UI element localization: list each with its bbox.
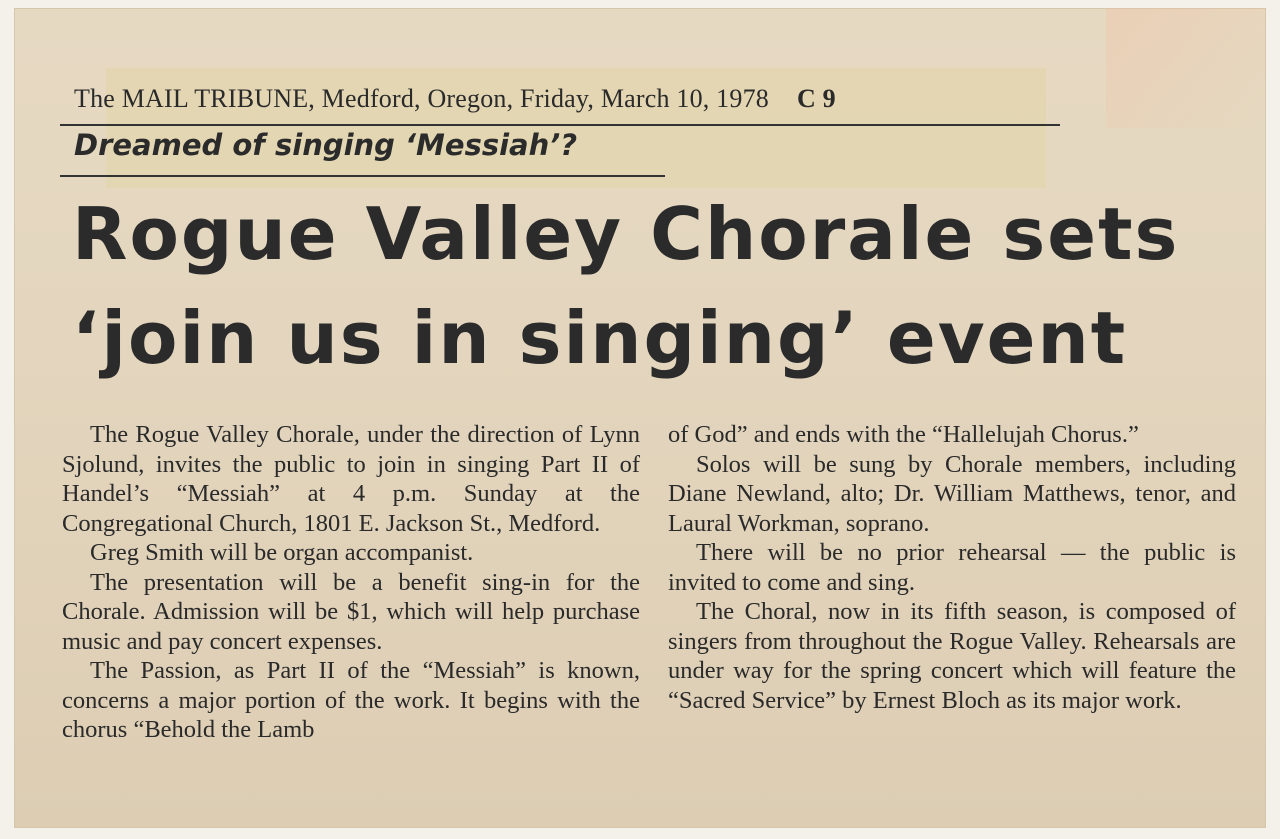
paragraph: Greg Smith will be organ accompanist.: [90, 539, 474, 566]
paragraph: The Choral, now in its fifth season, is composed of singers from throughout the Rogue Valley. Rehearsals are under way for the spring concert which will feature the “Sacred Service” by Ernest Bloch as its major work.: [668, 598, 1236, 714]
masthead-rule: [60, 124, 1060, 126]
paragraph: of God” and ends with the “Hallelujah Chorus.”: [668, 421, 1139, 448]
paragraph: The Rogue Valley Chorale, under the direction of Lynn Sjolund, invites the public to join in singing Part II of Handel’s “Messiah” at 4 p.m. Sunday at the Congregational Church, 1801 E. Jackson St., Medford.: [62, 421, 640, 537]
page-number: C 9: [796, 84, 836, 113]
headline-line-1: Rogue Valley Chorale sets: [72, 192, 1180, 276]
paragraph: The Passion, as Part II of the “Messiah” is known, concerns a major portion of the work. It begins with the chorus “Behold the Lamb: [62, 657, 640, 743]
masthead: [74, 84, 1034, 114]
article-column-right: [668, 420, 1236, 715]
paragraph: There will be no prior rehearsal — the public is invited to come and sing.: [668, 539, 1236, 596]
kicker: Dreamed of singing ‘Messiah’?: [74, 128, 578, 162]
article-column-left: [62, 420, 640, 745]
masthead-text: The MAIL TRIBUNE, Medford, Oregon, Friday, March 10, 1978: [74, 84, 769, 113]
paragraph: The presentation will be a benefit sing-in for the Chorale. Admission will be $1, which will help purchase music and pay concert expenses.: [62, 568, 640, 655]
paragraph: Solos will be sung by Chorale members, including Diane Newland, alto; Dr. William Matthews, tenor, and Laural Workman, soprano.: [668, 450, 1236, 537]
headline: [72, 182, 1192, 390]
kicker-rule: [60, 175, 665, 177]
headline-line-2: ‘join us in singing’ event: [72, 296, 1128, 380]
